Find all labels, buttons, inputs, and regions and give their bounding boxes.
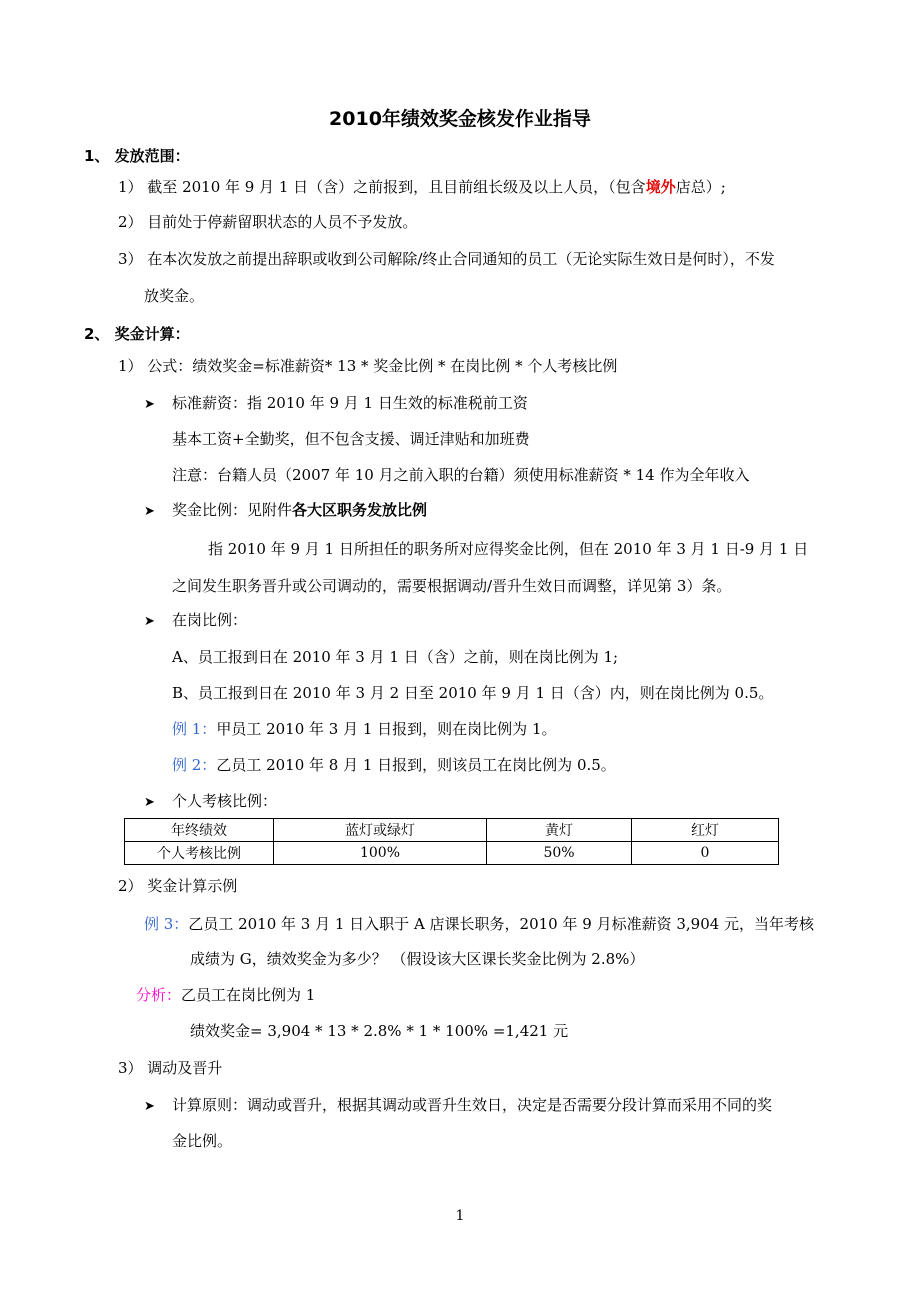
- table-cell: 100%: [274, 842, 487, 865]
- table-cell: 50%: [487, 842, 632, 865]
- example-2-text: 乙员工 2010 年 8 月 1 日报到，则该员工在岗比例为 0.5。: [216, 756, 616, 774]
- on-post-rule-b: B、员工报到日在 2010 年 3 月 2 日至 2010 年 9 月 1 日（含）内，则在岗比例为 0.5。: [172, 684, 774, 702]
- transfer-heading: 3） 调动及晋升: [118, 1059, 223, 1077]
- s1-item-1-highlight: 境外: [645, 178, 676, 196]
- arrow-bullet-icon: ➤: [144, 1099, 155, 1114]
- table-cell: 蓝灯或绿灯: [274, 819, 487, 842]
- arrow-bullet-icon: ➤: [144, 795, 155, 810]
- standard-salary-item: [144, 393, 528, 415]
- example-1: [172, 719, 557, 739]
- table-cell: 个人考核比例: [125, 842, 274, 865]
- table-cell: 年终绩效: [125, 819, 274, 842]
- s1-item-2: 2） 目前处于停薪留职状态的人员不予发放。: [118, 213, 418, 231]
- analysis-formula: 绩效奖金= 3,904 * 13 * 2.8% * 1 * 100% =1,421 元: [190, 1022, 569, 1040]
- standard-salary-title: 标准薪资：指 2010 年 9 月 1 日生效的标准税前工资: [172, 394, 528, 412]
- analysis-text: 乙员工在岗比例为 1: [181, 986, 316, 1004]
- page-title: 2010年绩效奖金核发作业指导: [329, 108, 591, 130]
- table-cell: 0: [632, 842, 779, 865]
- table-cell: 红灯: [632, 819, 779, 842]
- section-2-heading: 2、 奖金计算：: [84, 325, 190, 343]
- s1-item-3-line-2: 放奖金。: [144, 287, 205, 305]
- example-3-text: 乙员工 2010 年 3 月 1 日入职于 A 店课长职务，2010 年 9 月标准薪资 3,904 元，当年考核: [188, 915, 815, 933]
- bonus-ratio-line-2: 之间发生职务晋升或公司调动的，需要根据调动/晋升生效日而调整，详见第 3）条。: [172, 577, 732, 595]
- calc-example-heading: 2） 奖金计算示例: [118, 877, 238, 895]
- performance-ratio-table: [124, 818, 779, 865]
- personal-ratio-item: [144, 791, 277, 813]
- table-header-row: [125, 819, 779, 842]
- formula-line: 1） 公式：绩效奖金=标准薪资* 13 * 奖金比例 * 在岗比例 * 个人考核比例: [118, 357, 618, 375]
- arrow-bullet-icon: ➤: [144, 397, 155, 412]
- s1-item-3-line-1: 3） 在本次发放之前提出辞职或收到公司解除/终止合同通知的员工（无论实际生效日是何时），不发: [118, 250, 775, 268]
- bonus-ratio-item: [144, 500, 427, 522]
- example-3-line-1: [144, 914, 814, 934]
- standard-salary-note: 注意：台籍人员（2007 年 10 月之前入职的台籍）须使用标准薪资 * 14 作为全年收入: [172, 466, 750, 484]
- bonus-ratio-title: 奖金比例：见附件: [172, 501, 293, 519]
- example-3-line-2: 成绩为 G，绩效奖金为多少？ （假设该大区课长奖金比例为 2.8%）: [190, 950, 645, 968]
- page-number: 1: [455, 1208, 465, 1224]
- s1-item-1: [118, 177, 726, 197]
- example-3-label: 例 3：: [144, 915, 189, 933]
- on-post-rule-a: A、员工报到日在 2010 年 3 月 1 日（含）之前，则在岗比例为 1;: [172, 648, 619, 666]
- table-row: [125, 842, 779, 865]
- s1-item-1-tail: 店总）;: [675, 178, 726, 196]
- arrow-bullet-icon: ➤: [144, 614, 155, 629]
- table-cell: 黄灯: [487, 819, 632, 842]
- example-1-label: 例 1：: [172, 720, 217, 738]
- section-1-heading: 1、 发放范围：: [84, 147, 190, 165]
- bonus-ratio-line-1: 指 2010 年 9 月 1 日所担任的职务所对应得奖金比例，但在 2010 年 3 月 1 日-9 月 1 日: [208, 540, 809, 558]
- analysis-line: [136, 985, 315, 1005]
- principle-text: 计算原则：调动或晋升，根据其调动或晋升生效日，决定是否需要分段计算而采用不同的奖: [172, 1096, 773, 1114]
- analysis-label: 分析：: [136, 986, 182, 1004]
- on-post-ratio-item: [144, 610, 247, 632]
- on-post-ratio-title: 在岗比例：: [172, 611, 248, 629]
- principle-line-1: [144, 1095, 772, 1117]
- example-2-label: 例 2：: [172, 756, 217, 774]
- example-1-text: 甲员工 2010 年 3 月 1 日报到，则在岗比例为 1。: [216, 720, 557, 738]
- arrow-bullet-icon: ➤: [144, 504, 155, 519]
- personal-ratio-title: 个人考核比例：: [172, 792, 278, 810]
- example-2: [172, 755, 616, 775]
- principle-line-2: 金比例。: [172, 1132, 233, 1150]
- standard-salary-detail: 基本工资+全勤奖，但不包含支援、调迁津贴和加班费: [172, 430, 530, 448]
- bonus-ratio-attachment: 各大区职务发放比例: [292, 501, 428, 519]
- s1-item-1-text: 1） 截至 2010 年 9 月 1 日（含）之前报到，且目前组长级及以上人员，（包含: [118, 178, 646, 196]
